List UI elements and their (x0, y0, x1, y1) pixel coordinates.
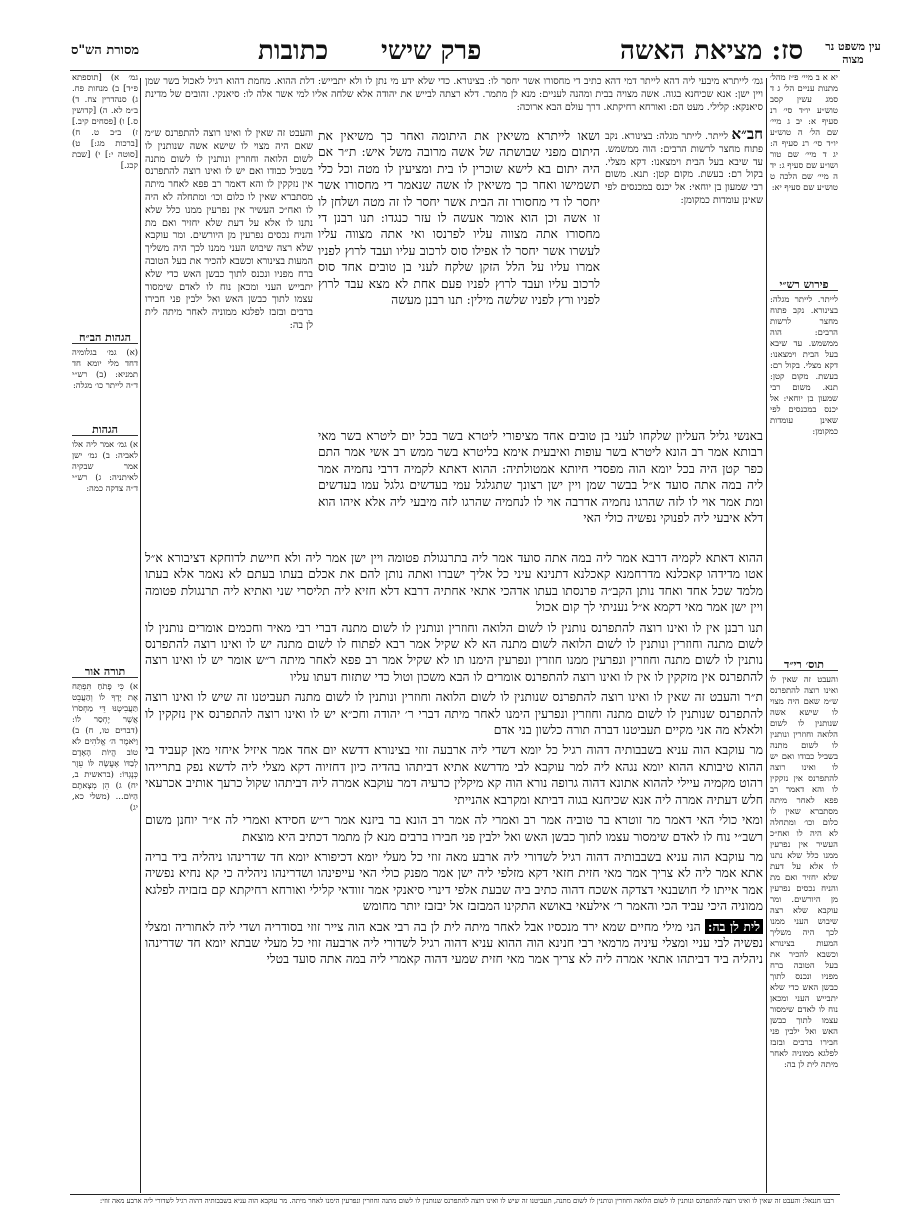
gemara-paragraph-3: ההוא דאתא לקמיה דרבא אמר ליה במה אתה סועד אמר ליה בתרנגולת פטומה ויין ישן אמר ליה ולא חיישת לדוחקא דציבורא א״ל אטו מדידהו קאכלנא מדרחמנא קאכלנא דתנינא עיני כל אליך ישברו ואתה נותן להם את אכלם בעתו בעתם לא נאמר אלא בעתו מלמד שכל אחד ואחד נותן הקב״ה פרנסתו בעתו אדהכי אתאי אחתיה דרבא דלא חזיא ליה תליסרי שני ואתיא ליה תרנגולת פטומה ויין ישן אמר מאי דקמא א״ל נעניתי לך קום אכול (145, 551, 763, 615)
masoret-text: גמ׳ א) [תוספתא פ״ד] ב) מנחות פח. ג) סנהדרין צח. ד) ב״מ לא. ה) [קדושין ס.] ו) [פסחים קיב.] ז) ב״ב ט. ח) [ברכות מג:] ט) [סוטה י:] י) [שבת קכג.] (72, 72, 138, 170)
gemara-wide-block (145, 550, 763, 1190)
haghot-title: הגהות (72, 424, 138, 436)
tosafot-margin-title: תוס׳ רי״ד (770, 659, 838, 671)
highlighted-phrase: לית לן בה: (705, 919, 763, 934)
ein-mishpat-column (770, 72, 838, 272)
gemara-paragraph-1: ושאו לייתרא משיאין את היתומה ואחר כך משיאין את היתום מפני שבושתה של אשה מרובה משל איש: ת״ר אם היה יתום בא לישא שוכרין לו בית ומציעין לו מטה וכל כלי תשמישו ואחר כך משיאין לו אשה שנאמר די מחסורו אשר יחסר לו די מחסורו זה הבית אשר יחסר לו זה מטה ושלחן לו זו אשה וכן הוא אומר אעשה לו עזר כנגדו: תנו רבנן די מחסורו אתה מצווה עליו לפרנסו ואי אתה מצווה עליו לעשרו אשר יחסר לו אפילו סוס לרכוב עליו ועבד לרוץ לפניו אמרו עליו על הלל הזקן שלקח לעני בן טובים אחד סוס לרכוב עליו ועבד לרוץ לפניו פעם אחת לא מצא עבד לרוץ לפניו ורץ לפניו שלשה מילין: תנו רבנן מעשה (318, 129, 600, 308)
mishna-lead: חב״א (731, 128, 763, 143)
haghot-column (72, 420, 138, 660)
commentary-top-text: גמ׳ לייתרא מיבעי ליה דהא לייתר דמי דהא כתיב די מחסורו אשר יחסר לו: בצינורא. כדי שלא ידע מי נתן לו ולא יתבייש: דלת ההוא. מחמת דהוא רגיל לאכול בשר שמן ויין ישן: אנא שכיחנא בגוה. אשה מצויה בבית ומהנה לעניים: מנא לן מתמר. דלא רצתה לבייש את יהודה אלא שלחה אליו למי אשר אלה לו: סיאנקי. זהובים של מדינת סיאנקא: קלילי. מעט הם: ואורחא רחיקתא. דרך עולם הבא ארוכה: (145, 76, 763, 113)
gemara-upper-block (318, 128, 600, 424)
hagahot-text: (א) גמ׳ בגלומיה דחד מלי יומא חד תמניא: (ב) רש״י ד״ה לייתר כו׳ מגלה: (72, 347, 138, 390)
torah-or-title: תורה אור (72, 666, 138, 678)
left-margin-rule (140, 78, 141, 1193)
tosafot-margin-column (770, 655, 838, 1190)
gemara-paragraph-7: ומאי כולי האי דאמר מר זוטרא בר טוביה אמר רב ואמרי לה אמר רב הונא בר ביזנא אמר ר״ש חסידא ואמרי לה א״ר יוחנן משום רשב״י נוח לו לאדם שימסור עצמו לתוך כבשן האש ואל ילבין פני חבירו ברבים מנא לן מתמר דכתיב היא מוצאת (145, 813, 763, 844)
tosafot-inner-column (145, 128, 313, 546)
rashi-inner-column (605, 128, 763, 368)
gemara-paragraph-6: מר עוקבא הוה עניא בשבבותיה דהוה רגיל כל יומא דשדי ליה ארבעה זוזי בצינורא דדשא יום אחד אמר איזיל איחזי מאן קעביד בי ההוא טיבותא ההוא יומא נגהא ליה למר עוקבא לבי מדרשא אתיא דביתהו בהדיה כיון דחזיוה דקא מצלי ליה לדשא נפק בתרייהו רהוט מקמיה עיילי לההוא אתונא דהוה גרופה נורא הוה קא מיקלין כרעיה דמר עוקבא אמרה ליה דביתהו שקול כרעך אותיב אכרעאי חלש דעתיה אמרה ליה אנא שכיחנא בגוה דביתא ומקרבא אהנייתי (145, 743, 763, 807)
masoret-header: מסורת הש"ס (70, 43, 140, 58)
gemara-paragraph-8: מר עוקבא הוה עניא בשבבותיה דהוה רגיל לשדורי ליה ארבע מאה זוזי כל מעלי יומא דכיפורא יומא חד שדרינהו ניהליה ביד בריה אתא אמר ליה לא צריך אמר מאי חזית חזאי דקא מזלפי ליה ישן אמר מפנק כולי האי עייפינהו ושדרינהו ניהליה כי קא נחיא נפשיה אמר אייתו לי חושבנאי דצדקה אשכח דהוה כתיב ביה שבעת אלפי דינרי סיאנקי אמר זוודאי קלילי ואורחא רחיקתא קם בזבזיה לפלגא ממוניה היכי עביד הכי והאמר ר׳ אילעאי באושא התקינו המבזבז אל יבזבז יותר מחומש (145, 849, 763, 914)
chapter-title: פרק שישי (381, 36, 482, 66)
header-rule (70, 70, 840, 71)
hagahot-title: הגהות הב״ח (72, 332, 138, 344)
gemara-paragraph-9: הני מילי מחיים שמא ירד מנכסיו אבל לאחר מיתה לית לן בה רבי אבא הוה צייר זוזי בסודריה ושדי ליה לאחוריה ומצלי נפשיה לבי עניי ומצלי עיניה מרמאי רבי חנינא הוה ההוא עניא דהוה רגיל לשדורי ליה ארבעה זוזי כל מעלי שבתא יומא חד שדרינהו ניהליה ביד דביתהו אתאי אמרה ליה לא צריך אמר מאי חזית שמעי דהוה קאמרי ליה במה אתה סועד בטלי (145, 919, 763, 967)
haghot-text: א) גמ׳ אמר ליה אלו לאביה: ב) גמ׳ ישן אמר שבקיה לאיתניה: ג) רש״י ד״ה צדקה כמה: (72, 439, 138, 493)
torah-or-column (72, 662, 138, 1190)
ein-mishpat-header: עין משפט נר מצוה (825, 40, 881, 66)
footer-commentary: רבנו חננאל: והעבט זה שאין לו ואינו רוצה להתפרנס ונותנין לו לשום הלואה וחוזרין ונותנין לו לשום מתנה, תעביטנו זה שיש לו ואינו רוצה להתפרנס שנותנין לו לשום מתנה וחוזרין ונפרעין הימנו לאחר מיתה. מר עוקבא הוה עניא בשבבותיה דהוה רגיל לשדורי ליה ארבע מאה זוזי: (99, 1197, 834, 1205)
ein-mishpat-text: יא א ב מיי׳ פ״ז מהל׳ מתנות עניים הל׳ ג ד סמג עשין קסב טוש״ע יו״ד סי׳ רנ סעיף א: יב ג מיי׳ שם הל׳ ה טוש״ע יו״ד סי׳ רנ סעיף ה: יג ד מיי׳ שם טור ושו״ע שם סעיף ג: יד ה מיי׳ שם הלכה ט טוש״ע שם סעיף יא: (770, 72, 838, 192)
rashi-margin-title: פירוש רש״י (770, 279, 838, 291)
rashi-margin-text: לייתר. לייתר מגלה: בצינורא. נקב פתוח מחצר לרשות הרבים: הוה ממשמש. עד שיבא בעל הבית וימצאנו: דקא מצלי. בקול רם: בעשת. מקום קטן: תנא. משום רבי שמעון בן יוחאי: אל יכנס במכנסים לפי שאינן עומדות כמקומן: (770, 294, 838, 436)
commentary-top-strip (145, 76, 763, 126)
folio-title: סז: מציאת האשה (620, 36, 804, 66)
gemara-paragraph-5: ת״ר והעבט זה שאין לו ואינו רוצה להתפרנס שנותנין לו לשום הלואה וחוזרין ונותנין לו לשום מתנה תעביטנו זה שיש לו ואינו רוצה להתפרנס שנותנין לו לשום מתנה וחוזרין ונפרעין הימנו לאחר מיתה דברי ר׳ יהודה וחכ״א יש לו ואינו רוצה להתפרנס אין נזקקין לו ולאלא מה אני מקיים תעביטנו דברה תורה כלשון בני אדם (145, 690, 763, 738)
gemara-paragraph-4: תנו רבנן אין לו ואינו רוצה להתפרנס נותנין לו לשום הלואה וחוזרין ונותנין לו לשום מתנה דברי רבי מאיר וחכמים אומרים נותנין לו לשום מתנה וחוזרין ונותנין לו לשום הלואה לשום מתנה הא לא שקיל אמר רבא לפתוח לו לשום מתנה יש לו ואינו רוצה להתפרנס נותנין לו לשום מתנה וחוזרין ונפרעין ממנו חוזרין ונפרעין הימנו תו לא שקיל אמר רב פפא לאחר מיתה ר״ש אומר יש לו ואינו רוצה להתפרנס אין מזקקין לו אין לו ואינו רוצה להתפרנס אומרים לו הבא משכון וטול כדי שתזוח דעתו עליו (145, 620, 763, 684)
gemara-paragraph-2: באנשי גליל העליון שלקחו לעני בן טובים אחד מציפורי ליטרא בשר בכל יום ליטרא בשר מאי רבותא אמר רב הונא ליטרא בשר עופות ואיבעית אימא בליטרא בשר ממש רב אשי אמר התם כפר קטן היה בכל יומא הוה מפסדי חיותא אמטולתיה: ההוא דאתא לקמיה דרבי נחמיה אמר ליה במה אתה סועד א״ל בבשר שמן ויין ישן רצונך שתגלגל עמי בעדשים גלגל עמו בעדשים ומת אמר אוי לו לזה שהרגו נחמיה אדרבה אוי לו לנחמיה שהרגו לזה מיבעי ליה אלא איהו הוא דלא איבעי ליה לפנוקי נפשיה כולי האי (318, 429, 763, 526)
tosafot-margin-text: והעבט זה שאין לו ואינו רוצה להתפרנס ש״מ שאם היה מצוי לו שישא אשה שנותנין לו לשום הלואה וחוזרין ונותנין לו לשום מתנה בשביל כבודו ואם יש לו ואינו רוצה להתפרנס אין נזקקין לו והא דאמר רב פפא לאחר מיתה מסתברא שאין לו כלום וכו׳ ומתחלה לא היה לו ואח״כ העשיר אין נפרעין ממנו כלל שלא נתנו לו אלא על דעת שלא יחזיר ואם מת והניח נכסים נפרעין מן היורשים. ומר עוקבא שלא רצה שיבוש העני ממנו לכך היה משליך המעות בצינורא וכשבא להכיר את בעל הטובה ברח מפניו ונכנס לתוך כבשן האש כדי שלא יתבייש העני ומכאן נוח לו לאדם שימסור עצמו לתוך כבשן האש ואל ילבין פני חבירו ברבים ובזבז לפלגא ממוניה לאחר מיתה לית לן בה: (770, 674, 838, 1069)
right-margin-rule (766, 78, 767, 1193)
torah-or-text: א) כִּי פָתֹחַ תִּפְתַּח אֶת יָדְךָ לוֹ וְהַעֲבֵט תַּעֲבִיטֶנּוּ דֵּי מַחְסֹרוֹ אֲשֶׁר יֶחְסַר לוֹ: (דברים טו, ח) ב) וַיֹּאמֶר ה׳ אֱלֹהִים לֹא טוֹב הֱיוֹת הָאָדָם לְבַדּוֹ אֶעֱשֶׂה לּוֹ עֵזֶר כְּנֶגְדּוֹ: (בראשית ב, יח) ג) הֵן מְצָאתֶם הַיּוֹם... (משלי כא, יג) (72, 681, 138, 812)
rashi-inner-text: לייתר. לייתר מגלה: בצינורא. נקב פתוח מחצר לרשות הרבים: הוה ממשמש. עד שיבא בעל הבית וימצאנו: דקא מצלי. בקול רם: בעשת. מקום קטן: תנא. משום רבי שמעון בן יוחאי: אל יכנס במכנסים לפי שאינן עומדות כמקומן: (605, 131, 763, 206)
tractate-title: כתובות (258, 36, 329, 66)
masoret-column (72, 72, 138, 327)
gemara-middle-block (318, 428, 763, 546)
hagahot-column (72, 328, 138, 418)
rashi-margin-column (770, 275, 838, 605)
tosafot-inner-text: והעבט זה שאין לו ואינו רוצה להתפרנס ש״מ שאם היה מצוי לו שישא אשה שנותנין לו לשום הלואה וחוזרין ונותנין לו לשום מתנה בשביל כבודו ואם יש לו ואינו רוצה להתפרנס אין נזקקין לו והא דאמר רב פפא לאחר מיתה מסתברא שאין לו כלום וכו׳ ומתחלה לא היה לו ואח״כ העשיר אין נפרעין ממנו כלל שלא נתנו לו אלא על דעת שלא יחזיר ואם מת והניח נכסים נפרעין מן היורשים. ומר עוקבא שלא רצה שיבוש העני ממנו לכך היה משליך המעות בצינורא וכשבא להכיר את בעל הטובה ברח מפניו ונכנס לתוך כבשן האש כדי שלא יתבייש העני ומכאן נוח לו לאדם שימסור עצמו לתוך כבשן האש ואל ילבין פני חבירו ברבים ובזבז לפלגא ממוניה לאחר מיתה לית לן בה: (145, 128, 313, 331)
footer-rule (70, 1194, 840, 1195)
